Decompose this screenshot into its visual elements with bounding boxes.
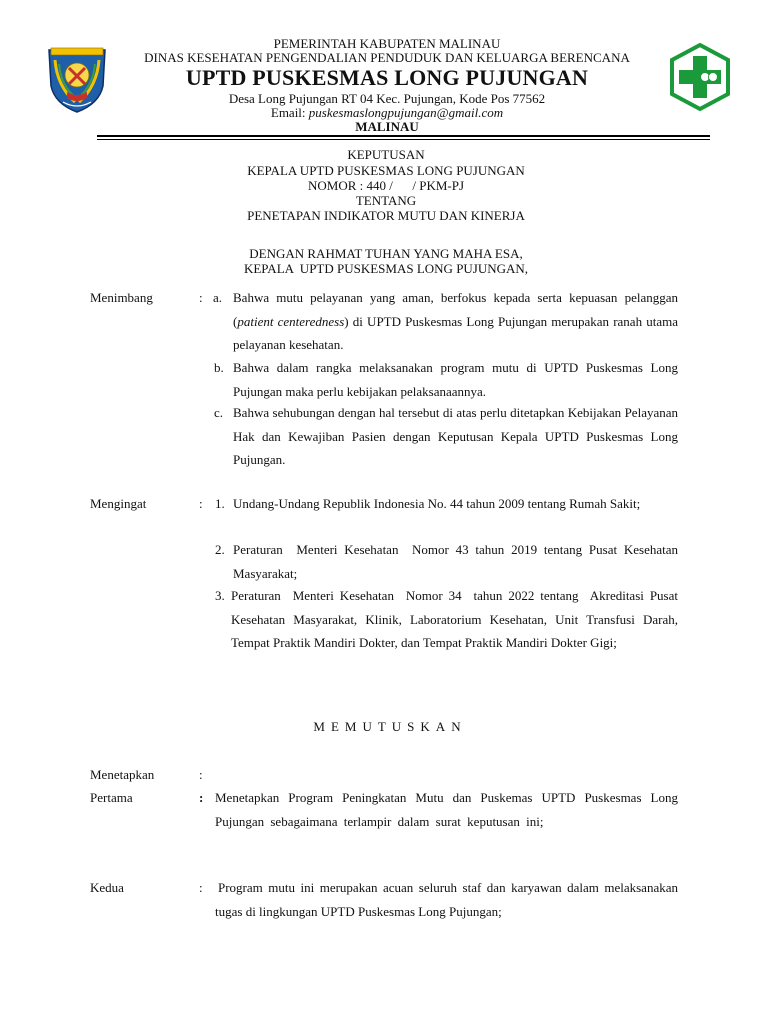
memutuskan-heading: MEMUTUSKAN (313, 719, 467, 734)
decree-invocation: DENGAN RAHMAT TUHAN YANG MAHA ESA, (249, 246, 523, 261)
decree-invocation-head: KEPALA UPTD PUSKESMAS LONG PUJUNGAN, (243, 261, 529, 276)
mengingat-colon: : (199, 496, 203, 511)
menimbang-mark-b: b. (214, 360, 224, 375)
mengingat-label: Mengingat (90, 496, 147, 511)
menimbang-item-a-text: Bahwa mutu pelayanan yang aman, berfokus kepada serta kepuasan pelanggan ( (233, 290, 678, 329)
pertama-label: Pertama (90, 790, 133, 805)
mengingat-item-3: Peraturan Menteri Kesehatan Nomor 34 tahun 2022 tentang Akreditasi Pusat Kesehatan Masyarakat, Klinik, Laboratorium Kesehatan, Unit Transfusi Darah, Tempat Praktik Mandiri Dokter, dan Tempat Praktik Mandiri Dokter Gigi; (231, 588, 682, 650)
kedua-text: Program mutu ini merupakan acuan seluruh staf dan karyawan dalam melaksanakan tugas di lingkungan UPTD Puskesmas Long Pujungan; (215, 880, 678, 919)
government-name: PEMERINTAH KABUPATEN MALINAU (273, 36, 501, 51)
menimbang-mark-c: c. (214, 405, 224, 420)
decree-about: TENTANG (355, 193, 417, 208)
mengingat-item-1: Undang-Undang Republik Indonesia No. 44 tahun 2009 tentang Rumah Sakit; (233, 496, 641, 511)
kedua-label: Kedua (90, 880, 124, 895)
email-label: Email: (270, 105, 309, 120)
menetapkan-colon: : (199, 767, 203, 782)
decree-number: NOMOR : 440 / / PKM-PJ (307, 178, 465, 193)
pertama-text: Menetapkan Program Peningkatan Mutu dan Puskemas UPTD Puskesmas Long Pujungan sebagaimana terlampir dalam surat keputusan ini; (215, 790, 678, 829)
mengingat-mark-2: 2. (215, 542, 225, 557)
mengingat-mark-1: 1. (215, 496, 225, 511)
decree-heading: KEPUTUSAN (347, 147, 425, 162)
kedua-colon: : (199, 880, 203, 895)
menimbang-item-a-italic: patient centeredness (237, 313, 345, 329)
mengingat-item-2: Peraturan Menteri Kesehatan Nomor 43 tahun 2019 tentang Pusat Kesehatan Masyarakat; (233, 542, 682, 581)
decree-issuer: KEPALA UPTD PUSKESMAS LONG PUJUNGAN (247, 163, 525, 178)
letterhead-rule-thick (97, 135, 710, 137)
institution-address: Desa Long Pujungan RT 04 Kec. Pujungan, Kode Pos 77562 (228, 91, 546, 106)
menimbang-mark-a: a. (213, 290, 223, 305)
menimbang-label: Menimbang (90, 290, 153, 305)
menimbang-colon: : (199, 290, 203, 305)
menimbang-item-a (233, 286, 678, 357)
email-address: puskesmaslongpujungan@gmail.com (308, 105, 504, 120)
department-name: DINAS KESEHATAN PENGENDALIAN PENDUDUK DAN KELUARGA BERENCANA (144, 50, 630, 65)
mengingat-mark-3: 3. (215, 588, 225, 603)
menimbang-item-b: Bahwa dalam rangka melaksanakan program mutu di UPTD Puskesmas Long Pujungan maka perlu kebijakan pelaksanaannya. (233, 360, 678, 399)
institution-title: UPTD PUSKESMAS LONG PUJUNGAN (185, 65, 589, 90)
menimbang-item-c: Bahwa sehubungan dengan hal tersebut di atas perlu ditetapkan Kebijakan Pelayanan Hak dan Kewajiban Pasien dengan Keputusan Kepala UPTD Puskesmas Long Pujungan. (233, 405, 678, 467)
pertama-colon: : (199, 790, 204, 805)
letterhead-rule-thin (97, 139, 710, 140)
decree-subject: PENETAPAN INDIKATOR MUTU DAN KINERJA (247, 208, 525, 223)
menimbang-item-a-text-end: ) di UPTD Puskesmas Long Pujungan merupakan ranah utama pelayanan kesehatan. (233, 313, 678, 352)
institution-city: MALINAU (355, 119, 419, 134)
menetapkan-label: Menetapkan (90, 767, 155, 782)
